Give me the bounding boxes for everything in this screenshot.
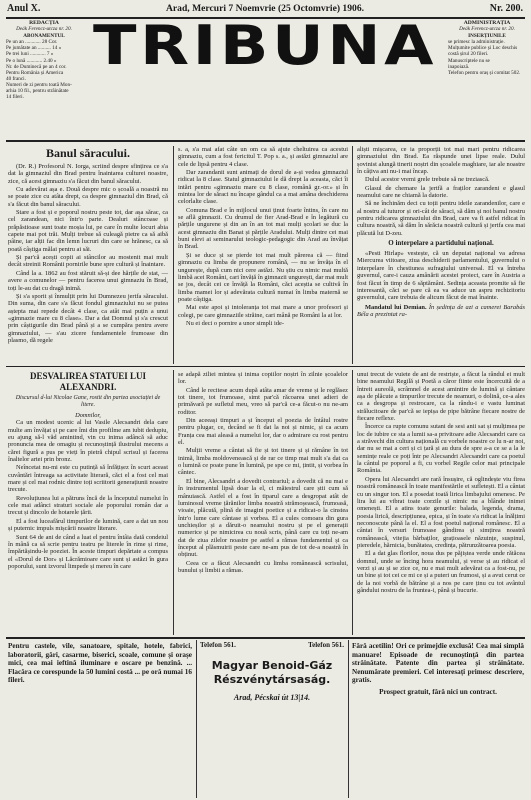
article-paragraph: Cu adevărat așa e. Două despre mic o școală a noastră nu se poate zice cu atâta drept, ca despre gimnaziul din Brad, că s'a făcut din banul săracului. bbox=[8, 186, 168, 208]
ad-telephone-row bbox=[200, 641, 344, 649]
article-paragraph: Nu ei deci o pornire a unor simpli ide- bbox=[186, 319, 284, 327]
article-paragraph: (Dr. R.) Profesorul N. Iorga, scriind despre sfințirea ce s'a dat la gimnaziul din Brad pentru înaintarea culturei noastre, zice, că acest gimnaziu s'a făcut din banul săracului. bbox=[8, 163, 168, 185]
administration-box bbox=[448, 20, 526, 76]
ad-lighting-left: Pentru castele, vile, sanatoare, spitale, hotele, fabrici, laboratorii, gări, casarme, biserici, scoale, comune și orașe mici, cea mai ieftină iluminare e oscare pe benzină. ... Flacăra ce corespunde la 50 lumini costă ... pe oră numai 16 fileri. bbox=[8, 642, 192, 685]
redaction-street: Deák Ferencz-utcza bbox=[16, 26, 58, 33]
article-paragraph: El bine, Alecsandri a dovedit contrariul; a dovedit că nu mai e în instrumentul lipsă doar la el, ci măiestrul care știi cum să mânuiască. Astfel el a fost în tiparul care a desgropat atât de luminosul vreme țărănilor limba noastră strămoșească, frumoasă, vioaie, plăcută, plină de imagini poetice și a ridicat-o la cinstea într'o lume care cântase și vorbea. El a cules comoara din gura unchieșilor și a dăruit-o neamului nostru și pe el generații numerice și pe nimicirea cu nouă scris, până care cu toți ne-am dat de ziua zilelor noastre pe astfel a rămas fundamentul și ca început al plăsmuirii peste care ne-am pus de tot de-a noastră în obținut. bbox=[178, 477, 348, 559]
article-paragraph: Revoluțiunea lui a pătruns încă de la începutul numelui în cele mai adânci straturi sociale ale poporului român dar a trecut și dincolo de hotarele țării. bbox=[8, 494, 168, 517]
article-title: Banul săracului. bbox=[45, 146, 131, 160]
article-paragraph: Sunt 64 de ani de când a luat el pentru întâia dată condeiul în mână ca să scrie pentru teatru pe literele în rime și rime, împărtășindu-le poeziei. În aceste timpuri depărtate a compus el «Dorul de Dor» și Lăcrămioare care sunt și astăzi în gura poporului, sunt izvorul limpede și mereu în care bbox=[8, 533, 168, 570]
article-statue-alexandri bbox=[8, 371, 168, 633]
article-paragraph: Când le recitese acum după atâta amar de vreme și le reglăsez tot tinere, tot frumoase, simt par'că răcoarea unei adieri de primăvară pe sufletul meu, vreo să par'că ce-a făcut-o nu ne-am roditor. bbox=[178, 386, 348, 416]
article-paragraph: Să ne închinăm deci cu toții pentru ideile zarandenilor, care e al nostru al tuturor și ori-cât de săraci, să dăm și noi banul nostru pentru ridicarea gimnaziului din Brad, care va fi astfel ridicat în cultura noastră, să dăm în sărăcia noastră cultură și jertfa cea mai plăcută lui D-zeu. bbox=[357, 200, 525, 237]
ads-rule bbox=[6, 637, 525, 639]
article-paragraph: Comuna Brad e în mijlocul unui ținut foarte întins, în care nu se află gimnazii. Cu drumul de fier Arad-Brad e în legătură cu părțile ungurene și din an în an tot mai mulți școlari se duc la acest gimnaziu din Banat și părțile Aradului. Mulți dintre cei mai buni elevi ai seminarului teologic-pedagogic din Arad au învățat în Brad. bbox=[178, 206, 348, 251]
article-paragraph: Glasul de chemare la jertfă a fraților zarandeni e glasul neamului care ne chiamă la datorie. bbox=[357, 184, 525, 200]
article-paragraph: se adapă ziliei mintea și inima copiilor noștri în zilnie școalelor lor. bbox=[178, 371, 348, 386]
ad-benefits-text: Fără acetilin! Ori ce primejdie exclusă! Cea mai simplă manuare! Episoade de recunoștință din partea străinătate. Patente din partea și străinătate. Nenumărate premieri. Cel interesați primesc descriere, gratis. bbox=[352, 642, 524, 685]
date-line: Arad, Mercuri 7 Noemvrie (25 Octomvrie) 1906. bbox=[165, 3, 365, 14]
ad-company-name: Magyar Benoid-Gáz Részvénytársaság. bbox=[211, 659, 333, 686]
insertions-title: INSERȚIUNILE bbox=[468, 33, 506, 40]
demian-headline: Mandatul lui Demian. bbox=[365, 303, 427, 311]
article-paragraph: Dar zarandanii sunt animați de dorul de a-și vedea gimnaziul ridicat la 8 clase. Statul gimnaziului le dă drept la aceasta, căci îi intări pentru «gimnaziu mare cu 8 clase, română gr.-or.» și în mintea lor de săraci nu încape gândul ca a mai amâna deschiderea celorlalte clase. bbox=[178, 169, 348, 206]
article-paragraph: aliști mișcarea, ce ia proporții tot mai mari pentru ridicarea gimnaziului din Brad. Ea răspunde unei lipse reale. Dulul șovinist alungă tinerii noștri din școalele maghiare, iar ale noastre în câțiva ani nu-i mai încap. bbox=[357, 146, 525, 176]
insertions-text: se primesc la administrație. Mulțumite publice și Loc deschis costă șirul 20 fileri. Manuscriptele nu se inapoiază. Telefon pentru oraș și comitat 502. bbox=[448, 39, 521, 76]
ad-divider bbox=[196, 640, 197, 798]
article-continuation bbox=[178, 146, 348, 364]
year-label: Anul X. bbox=[7, 3, 41, 14]
article-paragraph: Opera lui Alecsandri are rară însușire, că oglindește viu firea noastră românească în toate manifestările ei sufletești. El a cântat cu un singur ton. El a posedat toată lirica limbajului omenesc. Pe lira lui au vibrat toate corzile și nimic nu a blânde inimei omenești. El a atins toate genurile: balada, legenda, drama, poesia lirică, descripțiunea, epica, și în toate s'a ridicat la înălțimi neconoscute până la el. El a fost poetul național românesc. El a cântat în versuri frumoase gândirea și simțirea noastră românească, vitejia bărbaților, grațioasele năzuințe, suspinul, pieredele, hărnicia, bunătatea, credința, pătrunzătoarea poesia. bbox=[357, 475, 525, 549]
article-subtitle: Discursul d-lui Nicolae Gane, rostit din partea asociației de litere. bbox=[15, 395, 161, 408]
subscription-rates: Pe un an ............ 28 Cor. Pe jumătate an .......... 14 » Pe trei luni ............ 7 » Pe o lună ............ 2.40 » Nr. de Duminecă pe an 4 cor. Pentru România și America 40 franci. Numeri de zi pentru toată Mon- arhia 10 fil., pentru străinătate 14 fileri. bbox=[6, 39, 72, 101]
administration-address: Deák Ferencz-utcza nr. 20. bbox=[459, 26, 515, 33]
article-paragraph: Și par'că acești copii ai stâncilor au mostenit mai mult decât streinii Românii pornirile bune spre cultură și înaintare. bbox=[8, 254, 168, 269]
article-paragraph: Din aceeași timpuri a și început el poezia de întâiul rostre pentru plugar, ce, decând se fi dat la noi și nimic, și ca acum Franța cea mai aleasă a numelui lor, dar o admirare cu rost pentru el. bbox=[178, 417, 348, 447]
ad-benoid-gas bbox=[200, 641, 344, 797]
ad-divider bbox=[348, 640, 349, 798]
administration-title: ADMINISTRAȚIA bbox=[463, 20, 511, 26]
masthead-title: TRIBUNA bbox=[92, 14, 437, 77]
interpellation-headline: O interpelare a partidului național. bbox=[388, 239, 494, 248]
article-statue-right bbox=[357, 371, 525, 633]
column-divider bbox=[352, 146, 353, 364]
article-paragraph: Încerce ca rupte comunu sutani de sesi anii sat și mulțimea pe loc de iubire ce sta a lumii sa-a privitoare adie Alecsandri care ca a străvechi din cultura națională cu vorbele noastre ce lu n-ar noi, dar nu se mai a ceri și ci țară și au dura de spre a-a ce se a la le semințe reale ce poți într pe Alecsandri Alecsandri care ca poetul la cântul pe poporul a fi, cu vorbel Regile celor mai principale România. bbox=[357, 423, 525, 475]
article-paragraph: Ca un modest ucenic al lui Vasile Alecsandri dela care multe am învățat și pe care îmi din profilme am iubit dedupiu, eu ajung să-l văd amintind, vin cu inima adâncă să aduc pronuncia mea de omagiu și recunoștință ilustrului mecens a cărei figură a pus pe vieți în pietră chipul scrisul și facerea înaltelor artei prin bronz. bbox=[8, 419, 168, 464]
column-divider bbox=[173, 370, 174, 635]
ad-telephone: Telefon 561. bbox=[308, 641, 344, 649]
article-paragraph: s. a, s'a mai afat câte un om ca să ajute cheltuirea ca acestui gimnaziu, cum a fost fericitul T. Pop s. a., și astăzi gimnaziul are cele de lipsă pentru 4 clase. bbox=[178, 146, 348, 168]
ad-telephone: Telefon 561. bbox=[200, 641, 236, 649]
issue-number: Nr. 200. bbox=[489, 3, 523, 14]
ad-lighting-right bbox=[352, 642, 524, 796]
redaction-street-number: nr. 20. bbox=[58, 26, 72, 33]
article-salutation: Domnilor, bbox=[75, 412, 101, 419]
article-paragraph: Mulții vreme a cântat să fie și tot tinere și și rămâne în tot inimă, limba moldovenească și de rar ce timp mai mult s'a dat ca o lumină ce poate pune în lumină, pe spe ce mi, țintit, și vorbea în cântec. bbox=[178, 447, 348, 477]
article-title: DESVALIREA STATUEI LUI ALEXANDRI. bbox=[29, 371, 147, 392]
ad-prospect-line: Prospect gratuit, fără nici un contract. bbox=[379, 687, 497, 696]
section-rule bbox=[6, 366, 525, 367]
subscription-title: ABONAMENTUL bbox=[23, 33, 65, 40]
ad-company-address: Arad, Pécskai út 13|14. bbox=[233, 693, 311, 702]
masthead-rule bbox=[6, 140, 525, 142]
article-banul-saracului bbox=[8, 146, 168, 364]
article-statue-continued bbox=[178, 371, 348, 633]
redaction-title: REDACȚIA bbox=[29, 20, 59, 26]
article-paragraph: Când la a. 1862 au fost stăruit să-și dee hărțile de stat, — avere a comunelor — pentru facerea unui gimnaziu în Brad, toți le-au dat cu dragă inimă. bbox=[8, 269, 168, 292]
article-right-column bbox=[357, 146, 525, 364]
article-paragraph: unui trecut de vuiete de ani de restriște, a făcut la rândul ei mult bine neamului Regilă și Poetă a căror fiinte este încercuită de a întreit aureolă, scrâmnel de acest amintire de lumină și cântare așa de plăcute a timpurilor trecute de neamuri, o dolină, ce-a ales ca a desgropa și restrocare, ca la rându-i e vastu luminat strălucitoare de par'că se iepișa de pipe bătrâne fiecare nostre de fiecare reflexe. bbox=[357, 371, 525, 423]
article-paragraph: Stare a fost și e poporul nostru peste tot, dar așa sărac, ca cel zarandean, nici într'o parte. Dealuri stâncoase și prăpăstioase sunt toate moșia lui, pe care în multe locuri abia capete mai pot trăi. Mulți trebue să culeagă pietre ca să aibă pâine, iar alții fac din lemn lucruri din care se hrănesc, ca să poată câștiga mălai pentru ai săi. bbox=[8, 209, 168, 253]
article-paragraph: «Pesti Hirlap» vestește, că un deputat național va adresa Miercurea viitoare, ziua deschiderii parlamentului, guvernului o interpelare în chestiunea sufragiului universal. El va întreba guvernul, care-i cauza amânării acestei proiect, care în Austria a fost făcut în timp de 6 săptămâni. Sedința aceasta promite să fie interesantă, căci se pare că ea va aduce un aspru rechizitoriu guvernului, care trebuia de altcum făcut de mai înainte. bbox=[357, 250, 525, 302]
article-paragraph: Dulul acestor vremi grele trebuie să ne treziască. bbox=[365, 176, 490, 184]
column-divider bbox=[173, 146, 174, 364]
demian-text: În ședința de azi a camerei Barabás Béla a prezintat ra- bbox=[357, 303, 525, 318]
column-divider bbox=[352, 370, 353, 635]
article-paragraph: El a fost luceafărul timpurilor de lumină, care a dat un nou și puternic impuls mișcării noastre literare. bbox=[8, 517, 168, 533]
article-paragraph: Mai este apoi și intoleranța tot mai mare a unor profesori și colegi, pe care gimnaziile străine, cari mână pe Români la ai lor. bbox=[178, 304, 348, 319]
article-paragraph: El a dat glas florilor, noua dus pe păjiștea verde unde rătăcea domnul, unde se încing hora neamului, și verse și au ridicat el verzi și au și se zice ce, nu e mai mult adevărat ca a fost-nu, pe un bine și tot cei ce mi ce și a puteri un frumosi, și a avut cerut ce de la noi vorbă de bătrâne și a nos pe care ținu cu tot avântul gândului nostru de la fruntea-i, până și bucurie. bbox=[357, 550, 525, 594]
article-paragraph: Neîncetat nu-mi este cu putință să înfățișez în scurt aceast cuvântări întreaga sa activitate literară, căci el a fost cel mai mare și cel mai rodnic dintre toți scriitorii generațiunii noastre trecute. bbox=[8, 464, 168, 494]
demian-paragraph bbox=[357, 304, 525, 319]
article-paragraph: Și s'a sporit și înmulțit prin lui Dumnezeu jertfa săracului. Din suma, din care s'a făcut fondul gimnaziului nu se putea aștepta mai repede decât 4 clase, ca atât mai puțin a unui «gimnazie mare cu 8 clase». Dar a dat Domnul și s'a crescut prin câștigurile din Brad până și a se cumpăra pentru avere gimnaziului, — s'au zicere fundamentele frumoase din plasmo, dă regele bbox=[8, 292, 168, 344]
article-paragraph: Și se duce și se pierde tot mai mult părerea că — fiind gimnaziu cu limba de propunere română, — nu se învăța în el ungurește, după cum nici cere astăzi. Nu știu cu nimic mai multă limbă acei Români, cari învăță în gimnazii ungurești, dar mai mult se jos, decât cei ce învăță la Români, căci aceștia se cultivă în limba mamei lor și adevărata cultură numai în limba maternă se poate câștiga. bbox=[178, 251, 348, 303]
article-paragraph: Ceea ce a făcut Alecsandri cu limba românească scrisului, bunului și limbii a rămas. bbox=[178, 559, 348, 574]
